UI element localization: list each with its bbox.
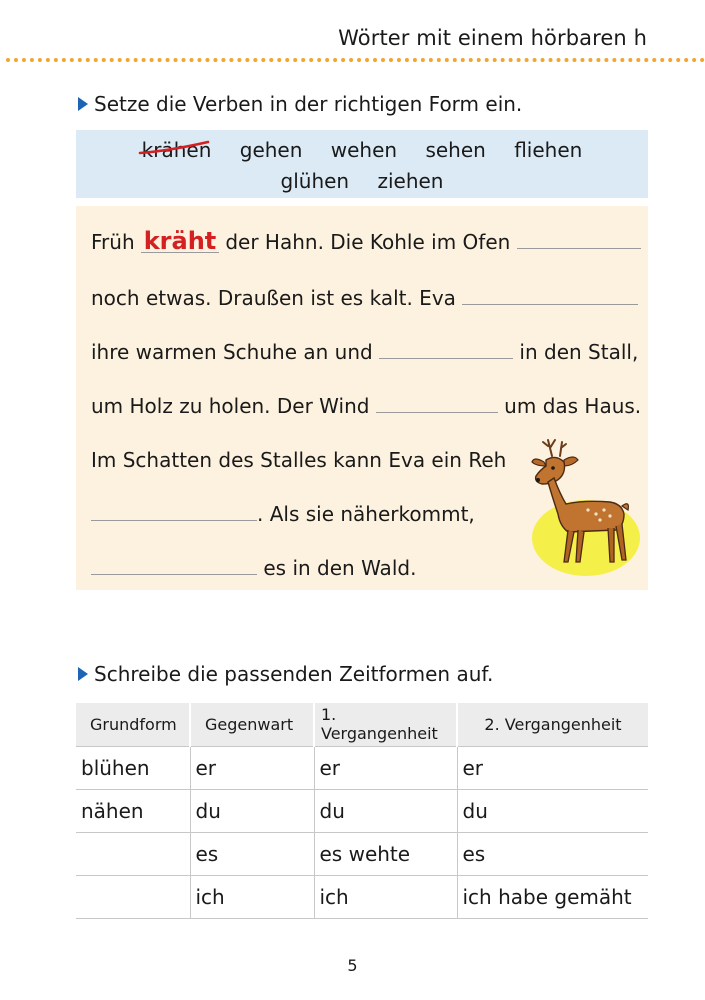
table-cell[interactable]: er bbox=[314, 746, 457, 789]
table-cell[interactable]: es bbox=[190, 832, 314, 875]
story-box bbox=[76, 206, 648, 590]
table-cell[interactable]: ich bbox=[190, 875, 314, 918]
word-bank-word: ziehen bbox=[377, 169, 444, 193]
answer-blank[interactable] bbox=[517, 231, 641, 249]
table-cell[interactable] bbox=[76, 832, 190, 875]
table-cell[interactable] bbox=[76, 875, 190, 918]
table-cell[interactable]: du bbox=[314, 789, 457, 832]
word-bank-word: gehen bbox=[239, 138, 303, 162]
story-line-3: ihre warmen Schuhe an und in den Stall, bbox=[91, 340, 639, 364]
table-cell[interactable]: er bbox=[190, 746, 314, 789]
strikethrough-icon bbox=[138, 139, 212, 159]
story-line-6: . Als sie näherkommt, bbox=[91, 502, 475, 526]
table-cell[interactable]: es bbox=[457, 832, 648, 875]
table-row bbox=[76, 789, 648, 832]
table-header-row bbox=[76, 703, 648, 746]
table-cell[interactable]: du bbox=[457, 789, 648, 832]
story-line-7: es in den Wald. bbox=[91, 556, 416, 580]
word-bank bbox=[76, 130, 648, 198]
answer-blank[interactable] bbox=[376, 395, 498, 413]
story-line-5: Im Schatten des Stalles kann Eva ein Reh bbox=[91, 448, 507, 472]
column-header: Gegenwart bbox=[190, 703, 314, 746]
table-row bbox=[76, 875, 648, 918]
page-header-title: Wörter mit einem hörbaren h bbox=[338, 26, 647, 50]
tense-table bbox=[76, 703, 648, 919]
word-bank-word: glühen bbox=[280, 169, 350, 193]
column-header: Grundform bbox=[76, 703, 190, 746]
task1-instruction bbox=[78, 92, 522, 116]
story-line-4: um Holz zu holen. Der Wind um das Haus. bbox=[91, 394, 642, 418]
table-row bbox=[76, 746, 648, 789]
word-bank-word: fliehen bbox=[514, 138, 583, 162]
word-bank-row-2 bbox=[76, 166, 648, 197]
task1-instruction-text: Setze die Verben in der richtigen Form ein. bbox=[94, 92, 523, 116]
story-line-2: noch etwas. Draußen ist es kalt. Eva bbox=[91, 286, 638, 310]
answer-blank[interactable] bbox=[379, 341, 513, 359]
table-cell: blühen bbox=[76, 746, 190, 789]
word-bank-row-1 bbox=[76, 135, 648, 166]
table-cell[interactable]: du bbox=[190, 789, 314, 832]
task2-instruction bbox=[78, 662, 493, 686]
column-header: 2. Vergangenheit bbox=[457, 703, 648, 746]
table-cell: ich habe gemäht bbox=[457, 875, 648, 918]
answer-blank[interactable] bbox=[91, 503, 257, 521]
word-bank-word: sehen bbox=[425, 138, 486, 162]
answer-blank[interactable] bbox=[91, 557, 257, 575]
table-cell[interactable]: ich bbox=[314, 875, 457, 918]
example-answer: kräht bbox=[141, 230, 219, 253]
table-cell[interactable]: er bbox=[457, 746, 648, 789]
dotted-divider bbox=[6, 58, 705, 62]
deer-icon bbox=[524, 434, 640, 576]
table-cell: nähen bbox=[76, 789, 190, 832]
triangle-bullet-icon bbox=[78, 97, 88, 111]
word-bank-word: wehen bbox=[330, 138, 398, 162]
column-header: 1. Vergangenheit bbox=[314, 703, 457, 746]
triangle-bullet-icon bbox=[78, 667, 88, 681]
table-cell: es wehte bbox=[314, 832, 457, 875]
task2-instruction-text: Schreibe die passenden Zeitformen auf. bbox=[94, 662, 494, 686]
answer-blank[interactable] bbox=[462, 287, 638, 305]
page-number: 5 bbox=[347, 956, 358, 975]
table-row bbox=[76, 832, 648, 875]
story-line-1: Früh kräht der Hahn. Die Kohle im Ofen bbox=[91, 230, 641, 254]
word-bank-word-struck: krähen bbox=[142, 135, 212, 166]
